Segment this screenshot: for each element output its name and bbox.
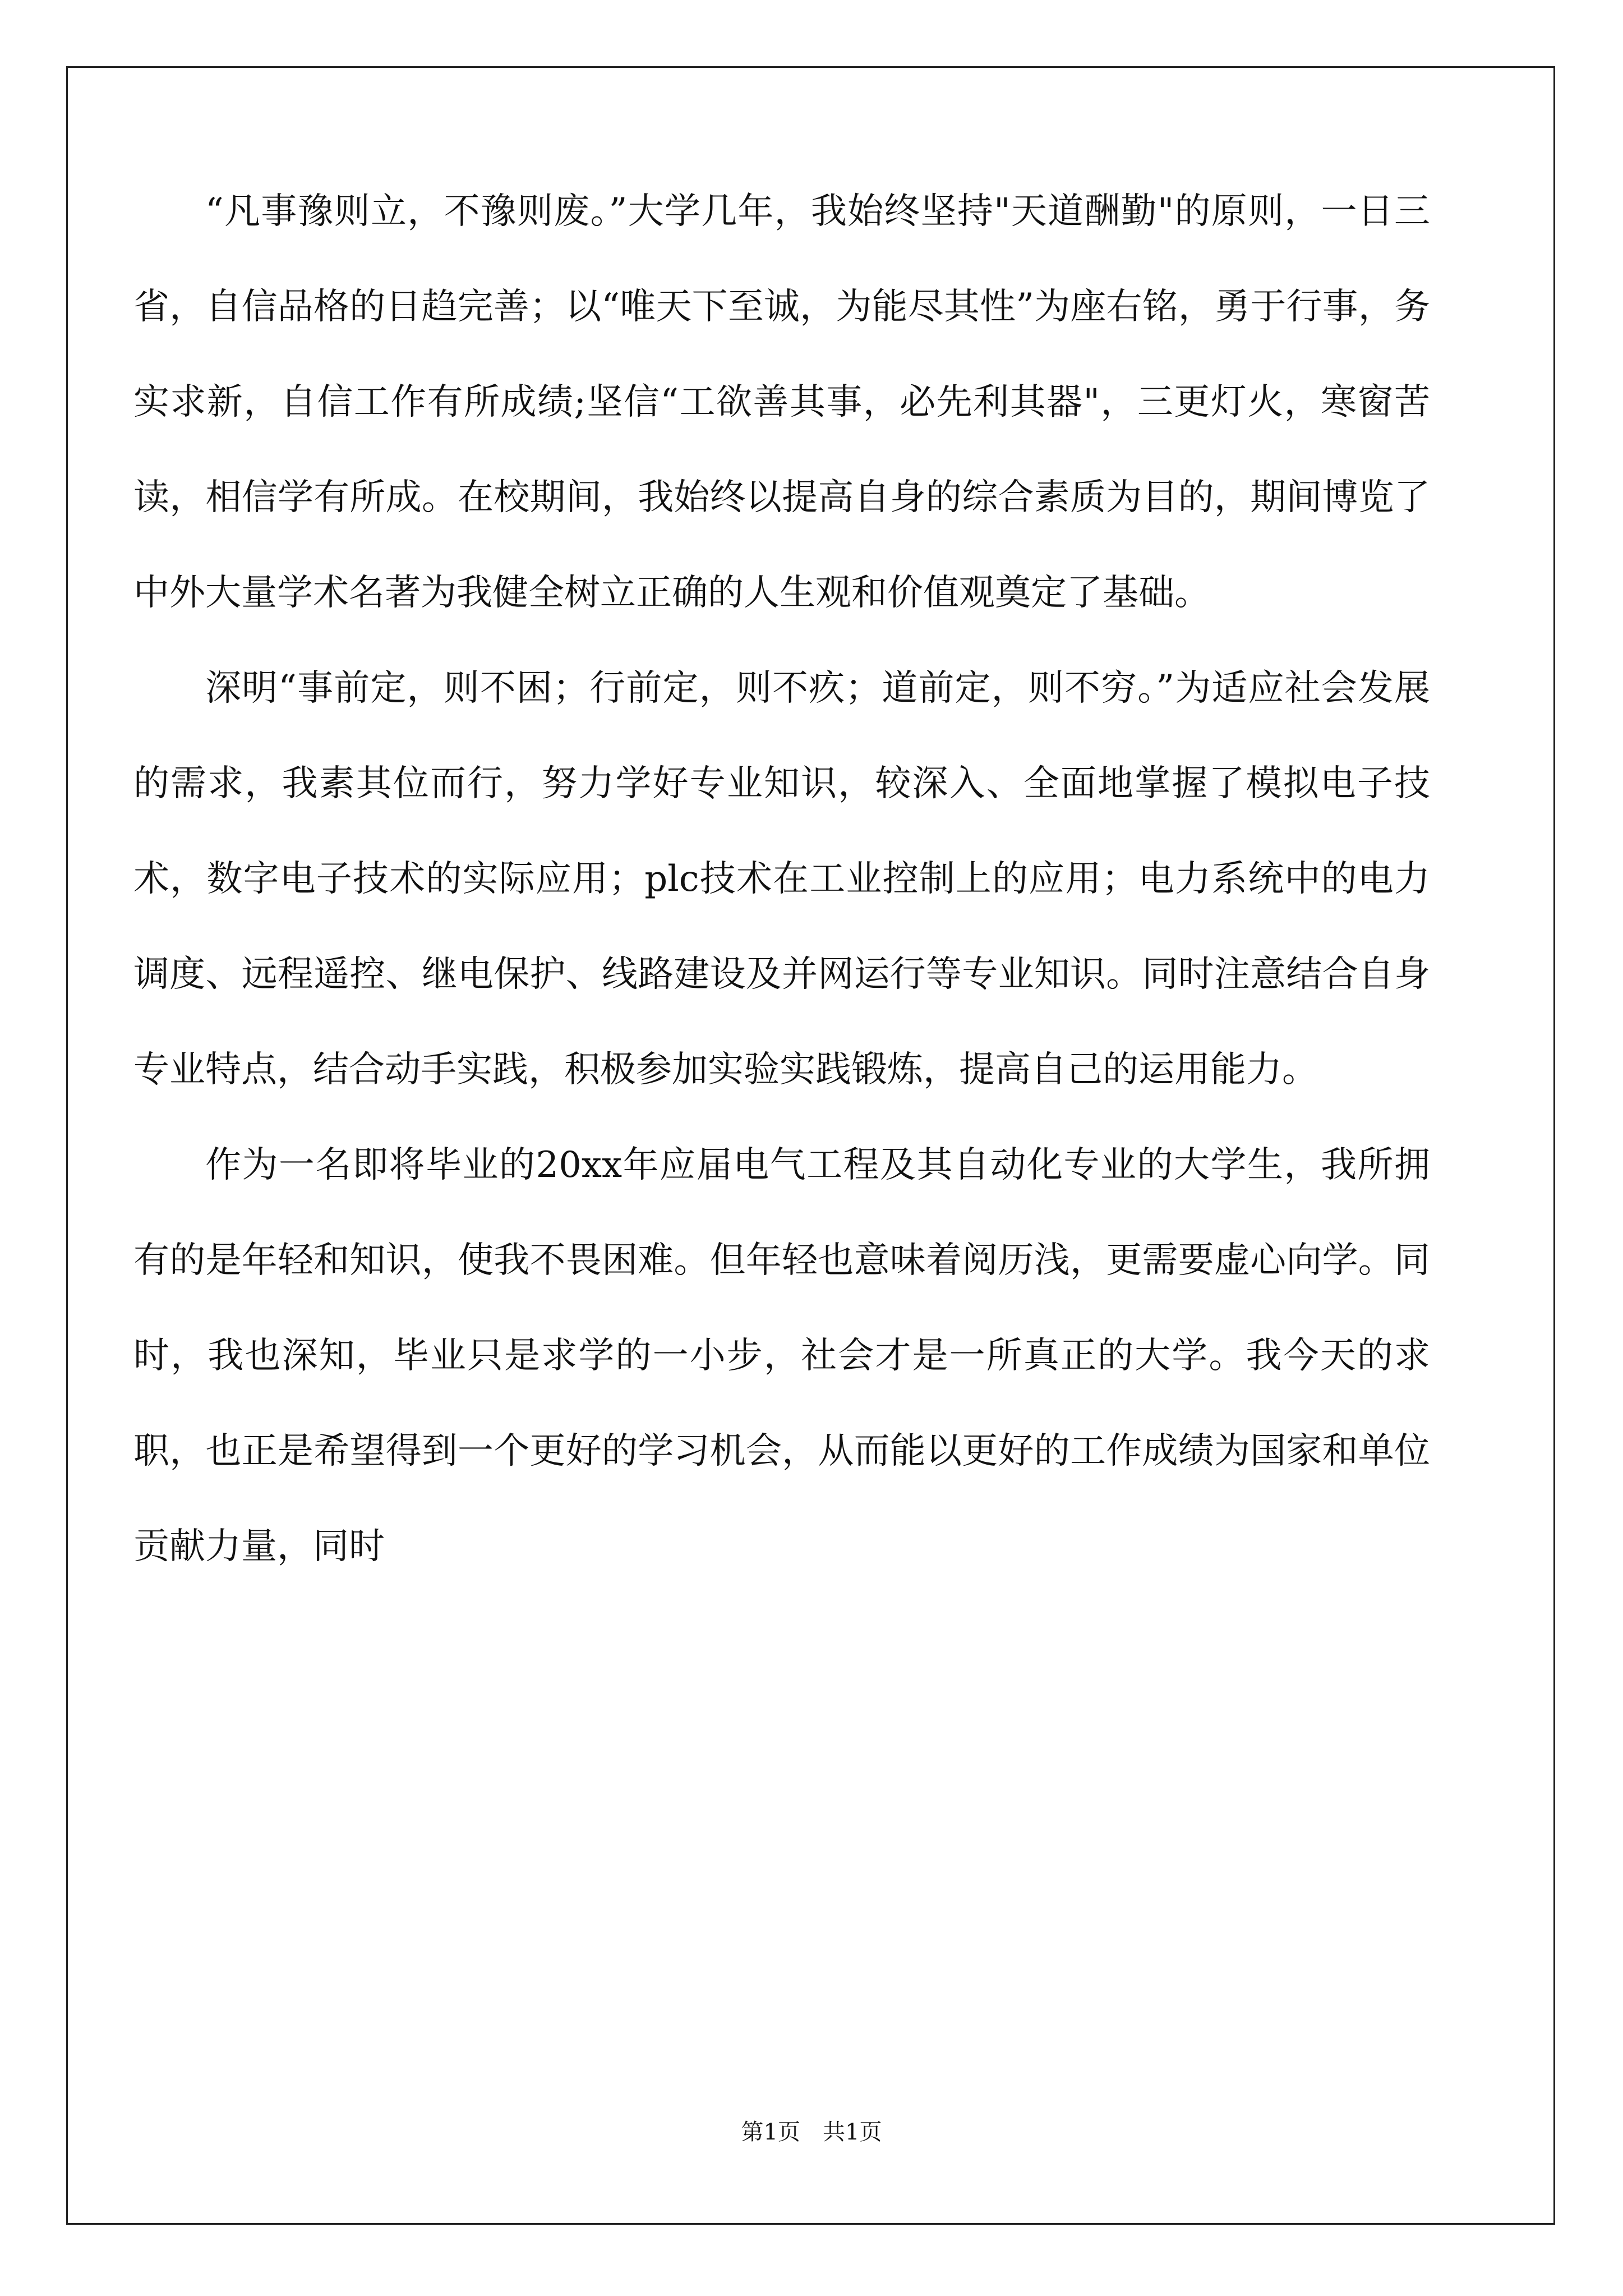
paragraph-2: 深明“事前定，则不困；行前定，则不疚；道前定，则不穷。”为适应社会发展的需求，我素其位而行，努力学好专业知识，较深入、全面地掌握了模拟电子技术，数字电子技术的实际应用；plc技术在工业控制上的应用；电力系统中的电力调度、远程遥控、继电保护、线路建设及并网运行等专业知识。同时注意结合自身专业特点，结合动手实践，积极参加实验实践锻炼，提高自己的运用能力。 <box>133 668 1430 1091</box>
document-body <box>133 164 1430 1594</box>
total-pages: 共1页 <box>823 2119 882 2145</box>
page-footer <box>0 2118 1623 2146</box>
page-number: 第1页 <box>741 2119 800 2145</box>
paragraph-1: “凡事豫则立，不豫则废。”大学几年，我始终坚持"天道酬勤"的原则，一日三省，自信品格的日趋完善；以“唯天下至诚，为能尽其性”为座右铭，勇于行事，务实求新，自信工作有所成绩;坚信“工欲善其事，必先利其器"，三更灯火，寒窗苦读，相信学有所成。在校期间，我始终以提高自身的综合素质为目的，期间博览了中外大量学术名著为我健全树立正确的人生观和价值观奠定了基础。 <box>133 191 1430 614</box>
paragraph-3: 作为一名即将毕业的20xx年应届电气工程及其自动化专业的大学生，我所拥有的是年轻和知识，使我不畏困难。但年轻也意味着阅历浅，更需要虚心向学。同时，我也深知，毕业只是求学的一小步，社会才是一所真正的大学。我今天的求职，也正是希望得到一个更好的学习机会，从而能以更好的工作成绩为国家和单位贡献力量，同时 <box>133 1144 1430 1567</box>
